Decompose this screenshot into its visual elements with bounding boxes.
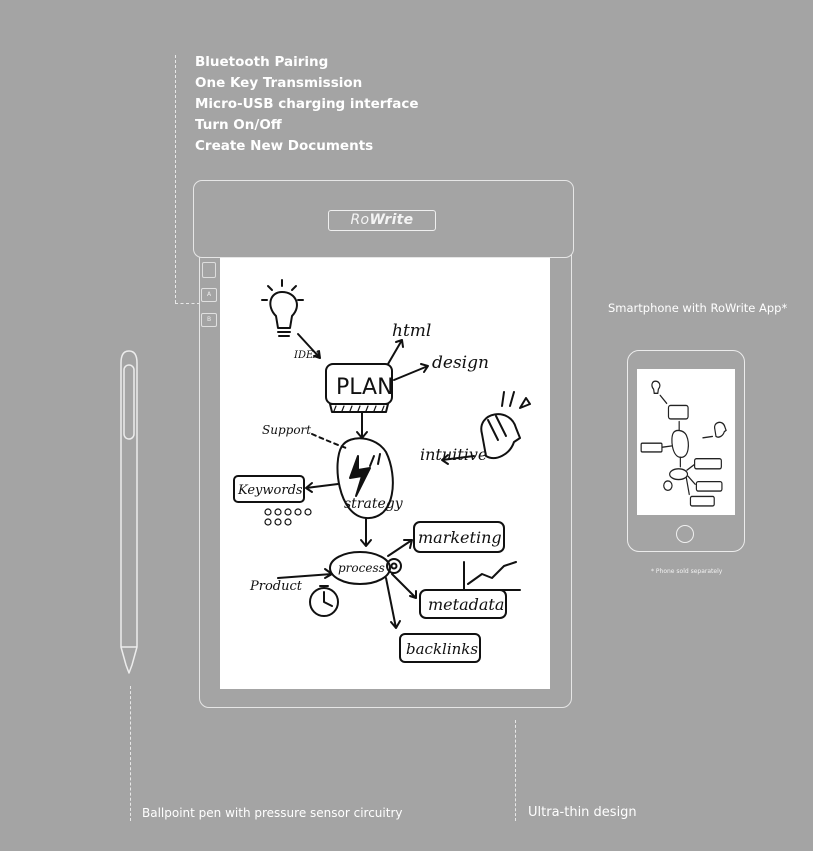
sketch-label: Support (262, 423, 312, 437)
pen-leader-line (130, 686, 131, 821)
sketch-label: marketing (418, 528, 502, 547)
mind-map-sketch (220, 256, 550, 689)
feature-leader-line (175, 303, 200, 304)
sketch-label: PLAN (336, 375, 394, 400)
paper-sheet (220, 256, 550, 689)
pen-caption: Ballpoint pen with pressure sensor circuitry (142, 806, 403, 820)
feature-item: One Key Transmission (195, 75, 363, 91)
phone-title: Smartphone with RoWrite App* (608, 301, 788, 315)
button-b[interactable]: B (201, 313, 217, 327)
sketch-label: html (392, 321, 432, 341)
feature-item: Turn On/Off (195, 117, 282, 133)
phone-sketch-preview (637, 369, 735, 515)
feature-item: Micro-USB charging interface (195, 96, 419, 112)
sketch-label: process (338, 561, 385, 575)
ballpoint-pen (117, 349, 141, 674)
sketch-label: backlinks (406, 640, 479, 658)
sketch-label: Keywords (238, 483, 303, 498)
phone-note: * Phone sold separately (651, 568, 723, 575)
feature-leader-line (175, 55, 176, 303)
sketch-label: design (432, 353, 489, 373)
sketch-label: intuitive (420, 445, 488, 464)
feature-list (195, 52, 419, 157)
thin-caption: Ultra-thin design (528, 805, 637, 820)
power-switch[interactable] (202, 262, 216, 278)
phone-screen (637, 369, 735, 515)
sketch-label: Product (250, 579, 302, 594)
sketch-label: IDEA (294, 350, 321, 361)
thin-leader-line (515, 720, 516, 821)
button-a[interactable]: A (201, 288, 217, 302)
phone-home-button[interactable] (676, 525, 694, 543)
feature-item: Create New Documents (195, 138, 374, 154)
feature-item: Bluetooth Pairing (195, 54, 329, 70)
sketch-label: strategy (344, 496, 403, 512)
sketch-label: metadata (428, 595, 505, 614)
rowrite-logo: RoWrite (328, 210, 436, 231)
